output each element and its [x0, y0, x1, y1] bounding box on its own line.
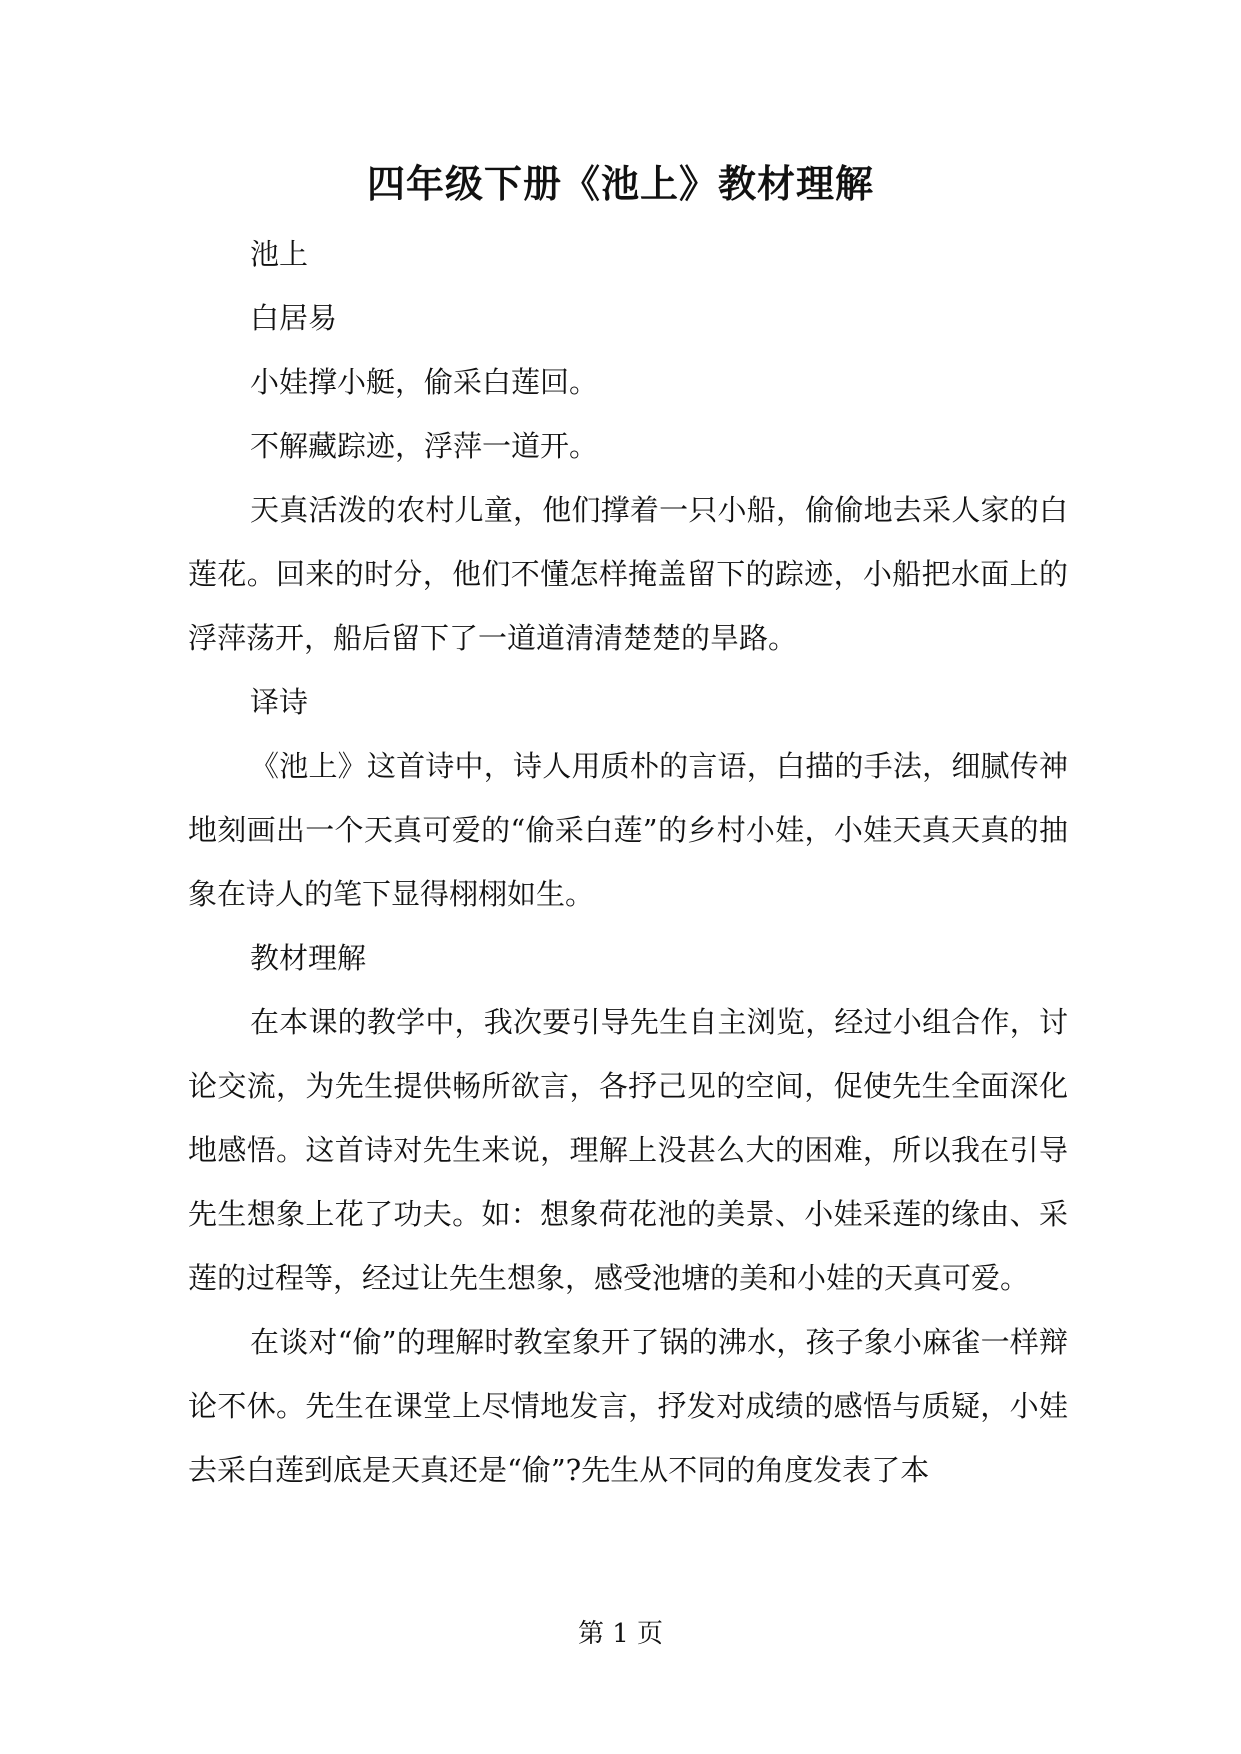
poem-line-2: 不解藏踪迹，浮萍一道开。 [250, 429, 599, 463]
translation-paragraph: 《池上》这首诗中，诗人用质朴的言语，白描的手法，细腻传神地刻画出一个天真可爱的“偷采白莲”的乡村小娃，小娃天真天真的抽象在诗人的笔下显得栩栩如生。 [188, 749, 1068, 911]
poem-title: 池上 [250, 237, 309, 271]
page-number-footer: 第 1 页 [577, 1619, 664, 1649]
document-body [188, 222, 1068, 1502]
poem-explanation-paragraph: 天真活泼的农村儿童，他们撑着一只小船，偷偷地去采人家的白莲花。回来的时分，他们不懂怎样掩盖留下的踪迹，小船把水面上的浮萍荡开，船后留下了一道道清清楚楚的旱路。 [188, 493, 1068, 655]
section-heading-textbook: 教材理解 [250, 941, 367, 975]
textbook-paragraph-1: 在本课的教学中，我次要引导先生自主浏览，经过小组合作，讨论交流，为先生提供畅所欲言，各抒己见的空间，促使先生全面深化地感悟。这首诗对先生来说，理解上没甚么大的困难，所以我在引导先生想象上花了功夫。如：想象荷花池的美景、小娃采莲的缘由、采莲的过程等，经过让先生想象，感受池塘的美和小娃的天真可爱。 [188, 1005, 1068, 1295]
poem-line-1: 小娃撑小艇，偷采白莲回。 [250, 365, 599, 399]
document-title: 四年级下册《池上》教材理解 [366, 161, 874, 206]
section-heading-translation: 译诗 [250, 685, 309, 719]
poem-author: 白居易 [250, 301, 338, 335]
textbook-paragraph-2: 在谈对“偷”的理解时教室象开了锅的沸水，孩子象小麻雀一样辩论不休。先生在课堂上尽情地发言，抒发对成绩的感悟与质疑，小娃去采白莲到底是天真还是“偷”?先生从不同的角度发表了本 [188, 1325, 1068, 1487]
